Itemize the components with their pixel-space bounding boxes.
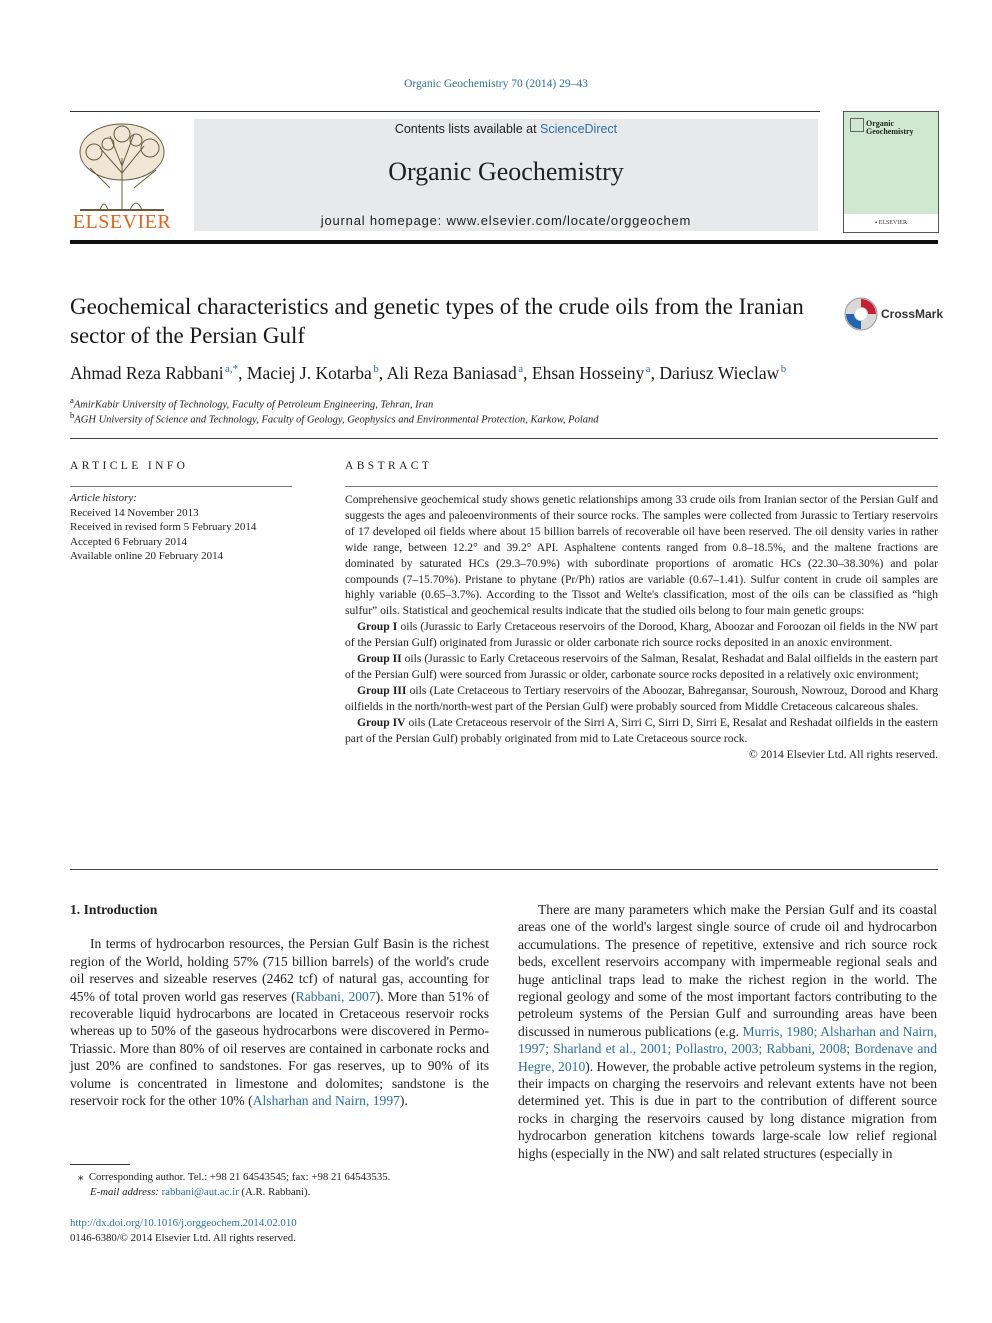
affiliation-sup: a — [70, 395, 74, 405]
abstract-rule — [345, 486, 938, 487]
footnote-line-2 — [70, 1185, 489, 1200]
footnote-rule — [70, 1164, 130, 1165]
email-link[interactable]: rabbani@aut.ac.ir — [161, 1186, 239, 1198]
cover-logo-icon — [850, 118, 864, 132]
reference-link[interactable]: Murris, 1980; Alsharhan and Nairn, 1997; Sharland et al., 2001; Pollastro, 2003; Rabbani, 2008; Bordenave and Hegre, 2010 — [518, 1023, 937, 1074]
header-rule — [70, 111, 820, 112]
history-revised: Received in revised form 5 February 2014 — [70, 521, 257, 533]
journal-banner — [194, 119, 818, 231]
article-history — [70, 491, 300, 564]
cover-title: Organic Geochemistry — [866, 119, 914, 136]
group-text: oils (Late Cretaceous reservoir of the Sirri A, Sirri C, Sirri D, Sirri E, Resalat and Reshadat oilfields in the eastern part of the Persian Gulf) probably originated from mid to Late Cretaceous source rock. — [345, 715, 938, 745]
group-text: oils (Jurassic to Early Cretaceous reservoirs of the Salman, Resalat, Reshadat and Balal oilfields in the eastern part of the Persian Gulf) were sourced from Jurassic or older, carbonate source rocks deposited in a relatively oxic environment; — [345, 652, 938, 681]
elsevier-tree-icon — [70, 118, 174, 213]
abstract-copyright: © 2014 Elsevier Ltd. All rights reserved. — [748, 747, 938, 761]
abstract-group-2 — [345, 651, 938, 683]
author-list — [70, 363, 940, 384]
intro-paragraph-2 — [518, 901, 937, 1162]
journal-cover-thumbnail[interactable] — [843, 111, 939, 233]
author-name[interactable]: Ehsan Hosseiny — [531, 363, 645, 383]
history-online: Available online 20 February 2014 — [70, 550, 224, 562]
doi-block — [70, 1216, 489, 1246]
author-affil-sup[interactable]: b — [373, 363, 379, 376]
intro-text: ). More than 51% of recoverable liquid hydrocarbons are located in Cretaceous reservoir rocks whereas up to 50% of the gaseous hydrocarbons were discovered in Permo-Triassic. More than 80% of oil reserves are contained in carbonate rocks and just 20% are confined to sandstones. For gas reserves, up to 90% of its volume is concentrated in limestone and dolomites; sandstone is the reservoir rock for the other 10% ( — [70, 988, 489, 1109]
author-name[interactable]: Dariusz Wieclaw — [659, 363, 780, 383]
history-received: Received 14 November 2013 — [70, 506, 199, 519]
issn-copyright: 0146-6380/© 2014 Elsevier Ltd. All rights reserved. — [70, 1232, 296, 1244]
author-sep: , — [523, 363, 532, 383]
elsevier-logo — [70, 118, 174, 234]
email-suffix: (A.R. Rabbani). — [238, 1186, 311, 1198]
journal-homepage[interactable]: journal homepage: www.elsevier.com/locate/orggeochem — [320, 213, 692, 228]
group-label: Group I — [357, 620, 398, 634]
affiliation-b — [70, 410, 940, 426]
group-text: oils (Jurassic to Early Cretaceous reservoirs of the Dorood, Kharg, Aboozar and Foroozan oil fields in the NW part of the Persian Gulf) originated from Jurassic or older carbonate rich source rocks deposited in an anoxic environment. — [345, 620, 938, 650]
header-thick-rule — [70, 240, 938, 244]
affiliation-rule — [70, 438, 938, 439]
group-label: Group III — [357, 683, 407, 697]
article-info-rule — [70, 486, 292, 487]
doi-link[interactable]: http://dx.doi.org/10.1016/j.orggeochem.2014.02.010 — [70, 1217, 297, 1229]
reference-link[interactable]: Alsharhan and Nairn, 1997 — [252, 1093, 400, 1109]
abstract-group-1 — [345, 619, 938, 651]
group-text: oils (Late Cretaceous to Tertiary reservoirs of the Aboozar, Bahregansar, Souroush, Nowrouz, Dorood and Kharg oilfields in the north/north-west part of the Persian Gulf) were probably sourced from Middle Cretaceous calcareous shales. — [345, 683, 938, 713]
cover-footer: ▪ ELSEVIER — [844, 214, 938, 232]
abstract-bottom-rule — [70, 869, 938, 870]
affiliation-text: AmirKabir University of Technology, Faculty of Petroleum Engineering, Tehran, Iran — [73, 399, 434, 411]
abstract-paragraph: Comprehensive geochemical study shows genetic relationships among 33 crude oils from Iranian sector of the Persian Gulf and suggests the ages and paleoenvironments of their source rocks. The samples were collected from Jurassic to Tertiary reservoirs of 17 developed oil fields where about 15 billion barrels of recoverable oil have been reserved. The oil density varies in rather wide range, between 12.2° and 39.2° API. Asphaltene contents ranged from 0.8–18.5%, and the maltene fractions are dominated by saturated HCs (29.3–70.9%) with subordinate proportions of aromatic HCs (22.30–38.30%) and polar compounds (7–15.70%). Pristane to phytane (Pr/Ph) ratios are variable (0.67–1.41). Sulfur content in crude oil samples are highly variable (0.65–3.7%). According to the Tissot and Welte's classification, most of the oils can be classified as “high sulfur” oils. Statistical and geochemical results indicate that the studied oils belong to four main genetic groups: — [345, 493, 938, 618]
intro-paragraph-1 — [70, 935, 489, 1109]
group-label: Group IV — [357, 715, 406, 729]
crossmark-badge[interactable] — [843, 296, 943, 332]
intro-text: There are many parameters which make the Persian Gulf and its coastal areas one of the world's largest single source of crude oil and hydrocarbon accumulations. The presence of repetitive, extensive and rich source rock beds, excellent reservoirs accompany with impermeable regional seals and huge anticlinal traps lead to make the richest region in the world. The regional geology and some of the most important factors contributing to the petroleum systems of the Persian Gulf and surrounding areas have been discussed in numerous publications (e.g. — [518, 902, 937, 1039]
crossmark-label: CrossMark — [881, 307, 944, 321]
abstract-body — [345, 492, 938, 762]
author-name[interactable]: Maciej J. Kotarba — [246, 363, 372, 383]
author-sep: , — [650, 363, 660, 383]
intro-text: ). However, the probable active petroleum systems in the region, their impacts on charging the reservoirs and relevant extents have not been determined yet. This is due in part to the contribution of different source rocks in charging the reservoirs caused by long distance migration from hydrocarbon generation kitchens towards large-scale low relief regional highs (especially in the NW) and salt related structures (especially in — [518, 1058, 937, 1161]
author-sep: , — [378, 363, 387, 383]
footnote-star: ⁎ — [78, 1171, 84, 1183]
contents-available — [194, 122, 818, 136]
elsevier-wordmark: ELSEVIER — [72, 211, 172, 233]
author-affil-sup[interactable]: b — [780, 363, 787, 376]
body-column-left — [70, 901, 489, 1109]
corresponding-author-footnote — [70, 1170, 489, 1200]
contents-prefix: Contents lists available at — [394, 122, 541, 136]
footnote-line-1 — [70, 1170, 489, 1185]
group-label: Group II — [357, 652, 402, 666]
author-affil-sup[interactable]: a — [645, 363, 651, 376]
author-affil-sup[interactable]: a — [518, 363, 524, 376]
footnote-corresponding: Corresponding author. Tel.: +98 21 64543545; fax: +98 21 64543535. — [88, 1171, 391, 1183]
email-label: E-mail address: — [90, 1186, 159, 1198]
abstract-group-4 — [345, 715, 938, 747]
abstract-heading: ABSTRACT — [345, 460, 433, 472]
reference-link[interactable]: Rabbani, 2007 — [295, 988, 376, 1004]
body-column-right — [518, 901, 937, 1162]
author-sep: , — [238, 363, 247, 383]
affiliation-a — [70, 395, 940, 411]
affiliation-sup: b — [70, 410, 75, 420]
history-label: Article history: — [70, 492, 137, 504]
intro-text: In terms of hydrocarbon resources, the Persian Gulf Basin is the richest region of the World, holding 57% (715 billion barrels) of the world's crude oil reserves and sizeable reserves (2462 tcf) of natural gas, accounting for 45% of total proven world gas reserves ( — [70, 936, 489, 1004]
article-info-heading: ARTICLE INFO — [70, 460, 189, 472]
sciencedirect-link[interactable]: ScienceDirect — [540, 122, 618, 136]
section-heading-introduction: 1. Introduction — [70, 902, 158, 917]
article-title: Geochemical characteristics and genetic types of the crude oils from the Iranian sector of the Persian Gulf — [70, 294, 804, 348]
crossmark-icon — [843, 296, 879, 332]
affiliation-text: AGH University of Science and Technology, Faculty of Geology, Geophysics and Environmental Protection, Karkow, Poland — [74, 414, 599, 426]
journal-citation[interactable]: Organic Geochemistry 70 (2014) 29–43 — [404, 78, 588, 90]
author-name[interactable]: Ahmad Reza Rabbani — [70, 363, 224, 383]
author-affil-sup[interactable]: a,* — [225, 363, 239, 376]
author-name[interactable]: Ali Reza Baniasad — [386, 363, 517, 383]
intro-text: ). — [399, 1093, 408, 1109]
journal-title: Organic Geochemistry — [388, 157, 624, 186]
history-accepted: Accepted 6 February 2014 — [70, 535, 187, 548]
abstract-group-3 — [345, 683, 938, 715]
